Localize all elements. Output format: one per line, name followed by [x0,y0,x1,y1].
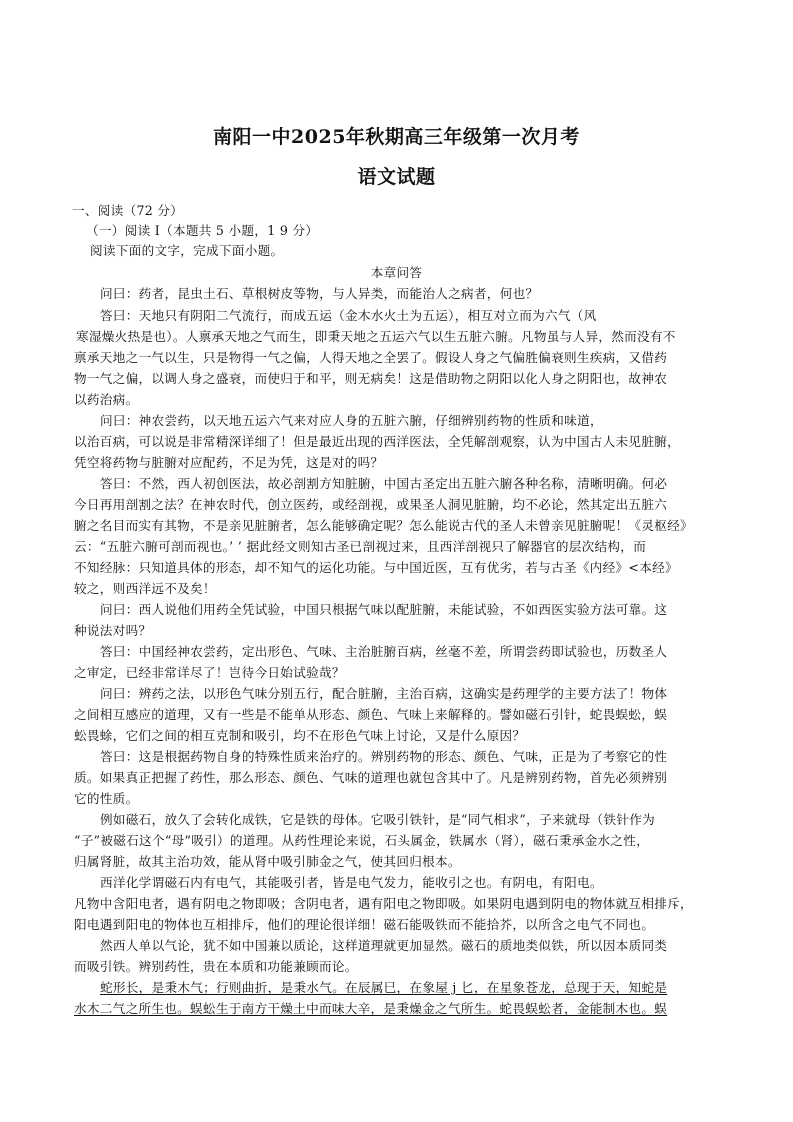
text-line: 阳电遇到阳电的物体也互相排斥，他们的理论很详细！磁石能吸铁而不能拾芥，以所含之电气不同也。 [74,917,655,932]
section-heading: 一、阅读（72 分） [72,203,184,218]
reading-instruction: 阅读下面的文字，完成下面小题。 [90,243,284,258]
text-line: 以治百病，可以说是非常精深详细了！但是最近出现的西洋医法，全凭解剖观察，认为中国古人未见脏腑， [74,434,681,449]
sub-section-heading: （一）阅读 I（本题共 5 小题，1 9 分） [86,223,319,238]
text-line: 答曰：中国经神农尝药，定出形色、气味、主治脏腑百病，丝毫不差，所谓尝药即试验也，历数圣人 [100,644,668,659]
text-line: 之间相互感应的道理，又有一些是不能单从形态、颜色、气味上来解释的。譬如磁石引针，蛇畏蜈蚣，蜈 [74,707,668,722]
text-line: 今日再用剖割之法？在神农时代，创立医药，或经剖视，或果圣人洞见脏腑，均不必论，然其定出五脏六 [74,497,668,512]
text-line: 问曰：西人说他们用药全凭试验，中国只根据气味以配脏腑，未能试验，不如西医实验方法可靠。这 [100,602,668,617]
text-line: 西洋化学谓磁石内有电气，其能吸引者，皆是电气发力，能收引之也。有阴电，有阳电。 [100,875,603,890]
text-line: 答曰：不然，西人初创医法，故必剖割方知脏腑，中国古圣定出五脏六腑各种名称，清晰明确。何必 [100,476,668,491]
text-line: 寒湿燥火热是也）。人禀承天地之气而生，即秉天地之五运六气以生五脏六腑。凡物虽与人异，然而没有不 [76,329,676,344]
text-line: 之审定，已经非常详尽了！岂待今日始试验哉？ [74,665,345,680]
text-line: 例如磁石，放久了会转化成铁，它是铁的母体。它吸引铁针，是“同气相求”，子来就母（铁针作为 [100,812,656,827]
text-line: 腑之名目而实有其物，不是亲见脏腑者，怎么能够确定呢？怎么能说古代的圣人未曾亲见脏腑呢！《灵枢经》 [74,518,693,533]
text-line: 禀承天地之一气以生，只是物得一气之偏，人得天地之全罢了。假设人身之气偏胜偏衰则生疾病，又借药 [74,350,668,365]
text-line: 然西人单以气论，犹不如中国兼以质论，这样道理就更加显然。磁石的质地类似铁，所以因本质同类 [100,938,668,953]
underlined-text-line: 水木二气之所生也。蜈蚣生于南方干燥土中而味大辛，是秉燥金之气所生。蛇畏蜈蚣者，金能制木也。蜈 [74,1001,668,1016]
text-line: 问曰：药者，昆虫土石、草根树皮等物，与人异类，而能治人之病者，何也？ [100,286,539,301]
text-line: 它的性质。 [74,791,139,806]
text-line: 物一气之偏，以调人身之盛衰，而使归于和平，则无病矣！这是借助物之阴阳以化人身之阴阳也，故神农 [74,371,668,386]
text-line: 答曰：这是根据药物自身的特殊性质来治疗的。辨别药物的形态、颜色、气味，正是为了考察它的性 [100,749,668,764]
exam-title: 南阳一中2025年秋期高三年级第一次月考 [213,126,580,148]
text-line: 以药治病。 [74,392,139,407]
text-line: 蚣畏蜍，它们之间的相互克制和吸引，均不在形色气味上讨论，又是什么原因？ [74,728,526,743]
text-line: 问曰：神农尝药，以天地五运六气来对应人身的五脏六腑，仔细辨别药物的性质和味道， [100,413,603,428]
text-line: 答曰：天地只有阴阳二气流行，而成五运（金木水火土为五运），相互对立而为六气（风 [100,308,597,323]
text-line: 而吸引铁。辨别药性，贵在本质和功能兼顾而论。 [74,959,358,974]
article-title: 本章问答 [370,265,423,280]
text-line: 问曰：辨药之法，以形色气味分别五行，配合脏腑，主治百病，这确实是药理学的主要方法了！物体 [100,686,668,701]
text-line: 凭空将药物与脏腑对应配药，不足为凭，这是对的吗？ [74,455,384,470]
text-line: 种说法对吗？ [74,623,152,638]
exam-subtitle: 语文试题 [357,166,436,188]
text-line: 较之，则西洋远不及矣！ [74,581,216,596]
underlined-text-line: 蛇形长，是秉木气；行则曲折，是秉水气。在辰属巳，在象屋 j 匕，在星象苍龙，总现于天，知蛇是 [100,980,668,995]
text-line: 凡物中含阳电者，遇有阴电之物即吸；含阴电者，遇有阳电之物即吸。如果阴电遇到阴电的物体就互相排斥， [74,896,693,911]
text-line: 归属肾脏，故其主治功效，能从肾中吸引肺金之气，使其回归根本。 [74,854,461,869]
text-line: “子”被磁石这个“母”吸引）的道理。从药性理论来说，石头属金，铁属水（肾），磁石秉承金水之性， [74,833,650,848]
text-line: 不知经脉：只知道具体的形态，却不知气的运化功能。与中国近医，互有优劣，若与古圣《内经》<本经》 [74,560,678,575]
text-line: 云：“五脏六腑可剖而视也。’ ’ 据此经文则知古圣已剖视过来，且西洋剖视只了解器官的层次结构，而 [74,539,647,554]
text-line: 质。如果真正把握了药性，那么形态、颜色、气味的道理也就包含其中了。凡是辨别药物，首先必须辨别 [74,770,668,785]
